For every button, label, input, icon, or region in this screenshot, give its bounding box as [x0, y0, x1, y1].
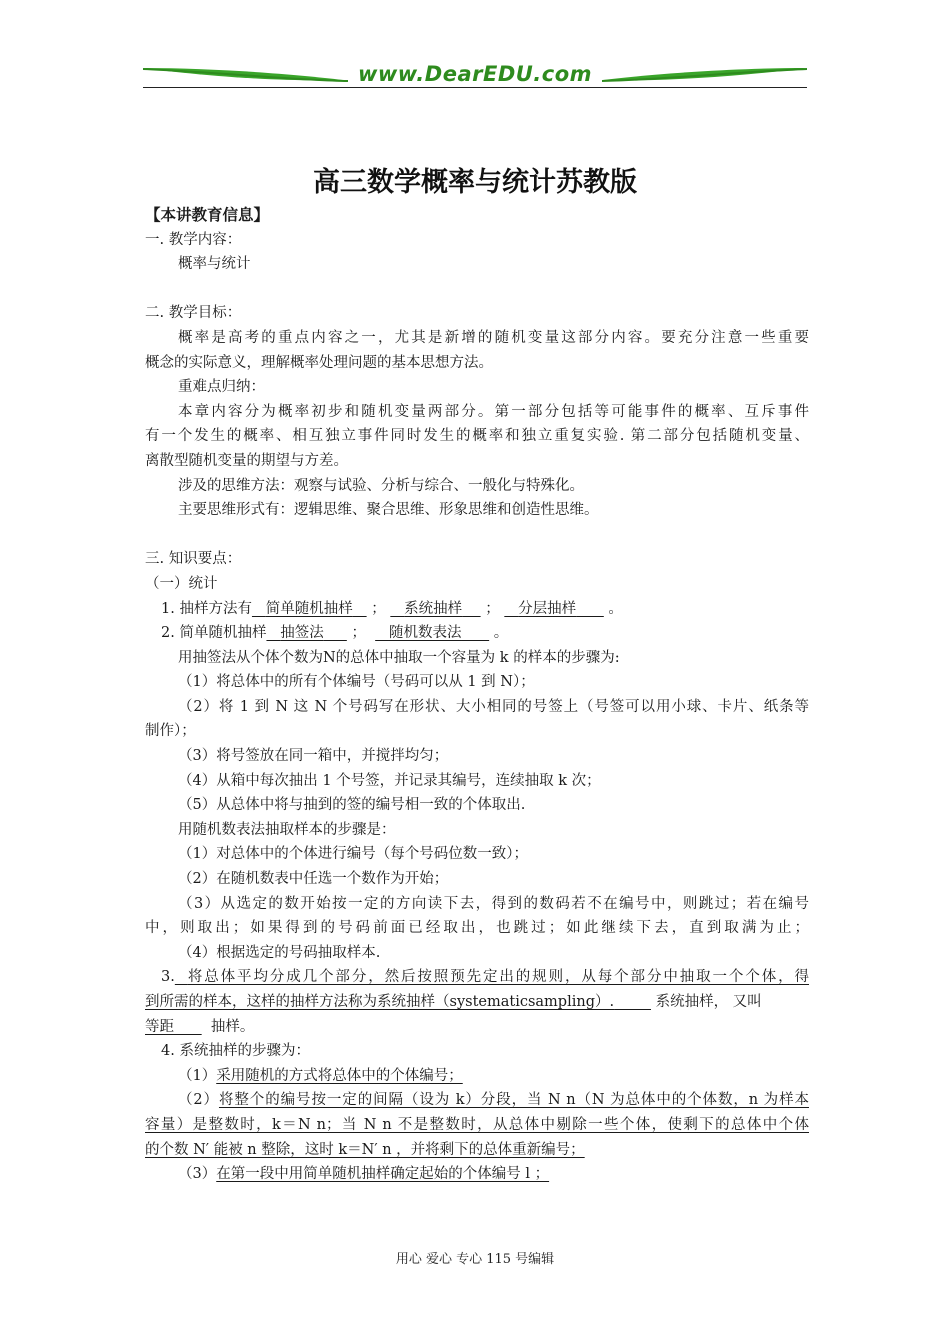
step: （2）将整个的编号按一定的间隔（设为 k）分段，当 N n（N 为总体中的个体数，n 为样本 — [178, 1092, 809, 1109]
fill-answer: 在第一段中用简单随机抽样确定起始的个体编号 l ； — [216, 1166, 550, 1183]
step: （3）将号签放在同一箱中，并搅拌均匀； — [178, 748, 449, 765]
fill-answer: 将整个的编号按一定的间隔（设为 k）分段，当 N n（N 为总体中的个体数，n 为样本 — [218, 1092, 809, 1109]
subsection-heading: （一）统计 — [145, 575, 218, 592]
step: （1）采用随机的方式将总体中的个体编号； — [178, 1067, 463, 1084]
paragraph: 重难点归纳： — [178, 379, 265, 396]
item-3-cont: 到所需的样本，这样的抽样方法称为系统抽样（systematicsampling）. 系统抽样， 又叫 — [145, 994, 762, 1010]
paragraph: 用随机数表法抽取样本的步骤是： — [178, 821, 396, 838]
fill-answer: 将总体平均分成几个部分，然后按照预先定出的规则，从每个部分中抽取一个个体，得 — [187, 969, 810, 986]
paragraph: 概念的实际意义，理解概率处理问题的基本思想方法。 — [145, 354, 493, 371]
paragraph: 离散型随机变量的期望与方差。 — [145, 452, 348, 469]
fill-answer: 抽签法 — [280, 625, 324, 642]
step: 制作）； — [145, 723, 196, 740]
step: （3）从选定的数开始按一定的方向读下去，得到的数码若不在编号中，则跳过；若在编号 — [178, 895, 809, 912]
step: （1）将总体中的所有个体编号（号码可以从 1 到 N）； — [178, 674, 535, 691]
step: （1）对总体中的个体进行编号（每个号码位数一致）； — [178, 846, 528, 863]
step: （4）根据选定的号码抽取样本. — [178, 944, 381, 961]
step — [145, 1138, 809, 1163]
item-2: 2. 简单随机抽样 抽签法 ； 随机数表法 。 — [161, 625, 509, 642]
paragraph: 有一个发生的概率、相互独立事件同时发生的概率和独立重复实验. 第二部分包括随机变量、 — [145, 428, 809, 445]
info-heading: 【本讲教育信息】 — [145, 206, 270, 224]
step: （2）将 1 到 N 这 N 个号码写在形状、大小相同的号签上（号签可以用小球、卡片、纸条等 — [178, 698, 809, 715]
paragraph: 用抽签法从个体个数为N的总体中抽取一个容量为 k 的样本的步骤为: — [178, 649, 620, 666]
step: （5）从总体中将与抽到的签的编号相一致的个体取出. — [178, 797, 526, 814]
item-4: 4. 系统抽样的步骤为： — [161, 1043, 310, 1060]
spacer — [145, 277, 809, 302]
page-header — [143, 60, 807, 92]
fill-answer: 简单随机抽样 — [265, 600, 353, 617]
fill-answer: 分层抽样 — [518, 600, 577, 617]
document-body — [145, 203, 809, 1187]
spacer — [145, 523, 809, 548]
fill-answer: 随机数表法 — [388, 625, 462, 642]
paragraph: 主要思维形式有：逻辑思维、聚合思维、形象思维和创造性思维。 — [178, 502, 599, 519]
paragraph: 本章内容分为概率初步和随机变量两部分。第一部分包括等可能事件的概率、互斥事件 — [178, 403, 809, 420]
paragraph: 涉及的思维方法：观察与试验、分析与综合、一般化与特殊化。 — [178, 477, 584, 494]
step: （3）在第一段中用简单随机抽样确定起始的个体编号 l ； — [178, 1166, 550, 1183]
section-2-heading: 二. 教学目标： — [145, 305, 242, 322]
step: （4）从箱中每次抽出 1 个号签，并记录其编号，连续抽取 k 次； — [178, 772, 601, 789]
site-logo-text: www.DearEDU.com — [357, 62, 593, 86]
section-3-heading: 三. 知识要点： — [145, 551, 242, 568]
fill-answer: 的个数 N′ 能被 n 整除，这时 k＝N′ n ，并将剩下的总体重新编号； — [145, 1141, 585, 1158]
section-1-heading: 一. 教学内容： — [145, 231, 242, 248]
fill-answer: 容量）是整数时，k＝N n；当 N n 不是整数时，从总体中剔除一些个体，使剩下的总体中个体 — [145, 1116, 809, 1133]
paragraph: 概率是高考的重点内容之一，尤其是新增的随机变量这部分内容。要充分注意一些重要 — [178, 329, 809, 346]
step: （2）在随机数表中任选一个数作为开始； — [178, 871, 449, 888]
section-1-content: 概率与统计 — [178, 256, 251, 273]
item-3-cont: 等距 抽样。 — [145, 1018, 255, 1035]
fill-answer: 等距 — [145, 1018, 174, 1035]
header-rule — [143, 87, 807, 88]
fill-answer: 到所需的样本，这样的抽样方法称为系统抽样（systematicsampling）. — [145, 994, 615, 1010]
page-footer: 用心 爱心 专心 115 号编辑 — [395, 1252, 555, 1267]
item-3: 3. 将总体平均分成几个部分，然后按照预先定出的规则，从每个部分中抽取一个个体，得 — [161, 969, 810, 986]
fill-answer: 采用随机的方式将总体中的个体编号； — [216, 1067, 463, 1084]
step — [145, 1113, 809, 1138]
fill-answer: 系统抽样 — [404, 600, 463, 617]
document-title: 高三数学概率与统计苏教版 — [313, 167, 637, 198]
step: 中，则取出；如果得到的号码前面已经取出，也跳过；如此继续下去，直到取满为止； — [145, 920, 809, 937]
item-1: 1. 抽样方法有 简单随机抽样 ； 系统抽样 ； 分层抽样 。 — [161, 600, 623, 617]
